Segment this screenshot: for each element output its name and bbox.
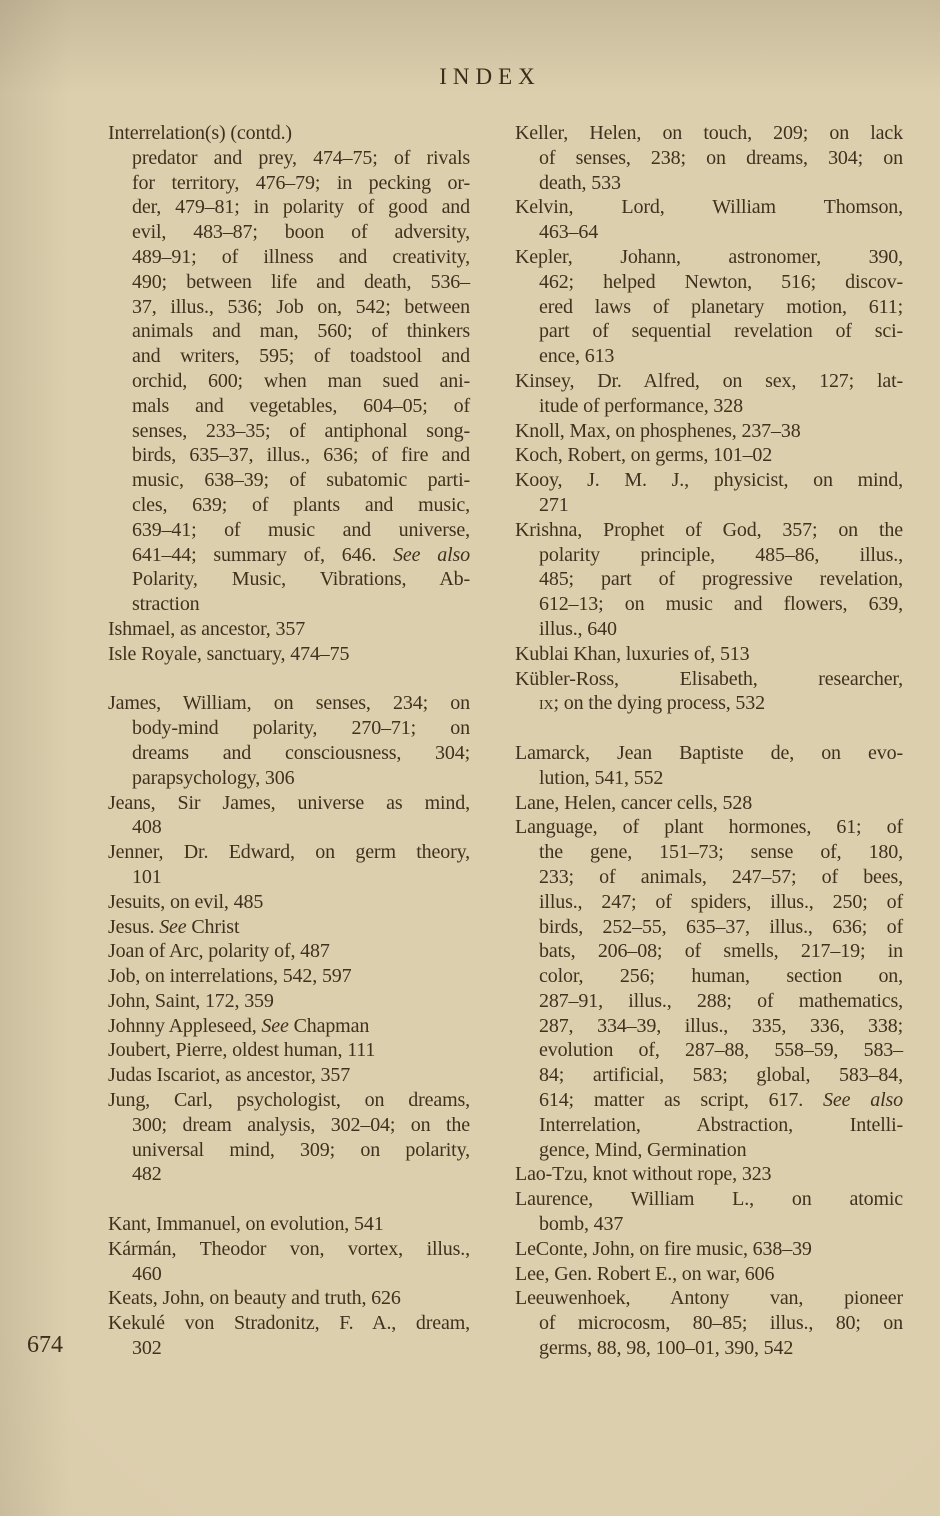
index-entry (515, 195, 903, 245)
index-column-left (108, 121, 470, 1361)
index-line: evolution of, 287–88, 558–59, 583– (539, 1039, 903, 1062)
index-line: 463–64 (539, 221, 599, 244)
index-line: of microcosm, 80–85; illus., 80; on (539, 1312, 903, 1335)
index-line: Kelvin, Lord, William Thomson, (515, 196, 903, 219)
index-line: bats, 206–08; of smells, 217–19; in (539, 940, 903, 963)
index-line: ix; on the dying process, 532 (539, 692, 765, 715)
index-line: Kinsey, Dr. Alfred, on sex, 127; lat- (515, 369, 903, 392)
index-line: bomb, 437 (539, 1213, 624, 1236)
index-line: LeConte, John, on fire music, 638–39 (515, 1237, 812, 1260)
index-line: Job, on interrelations, 542, 597 (108, 965, 352, 988)
index-entry (515, 1286, 903, 1360)
index-line: illus., 247; of spiders, illus., 250; of (539, 890, 903, 913)
index-entry (108, 642, 470, 667)
index-line: Johnny Appleseed, See Chapman (108, 1014, 370, 1037)
index-line: Kublai Khan, luxuries of, 513 (515, 642, 750, 665)
index-line: polarity principle, 485–86, illus., (539, 543, 903, 566)
index-entry (108, 1038, 470, 1063)
index-line: the gene, 151–73; sense of, 180, (539, 841, 903, 864)
index-line: 482 (132, 1163, 162, 1186)
index-line: Jesus. See Christ (108, 915, 240, 938)
index-line: birds, 635–37, illus., 636; of fire and (132, 444, 470, 467)
index-entry (515, 815, 903, 1162)
index-line: Keats, John, on beauty and truth, 626 (108, 1287, 401, 1310)
index-line: Jung, Carl, psychologist, on dreams, (108, 1089, 470, 1112)
index-line: 84; artificial, 583; global, 583–84, (539, 1064, 903, 1087)
index-line: music, 638–39; of subatomic parti- (132, 469, 470, 492)
index-line: 490; between life and death, 536– (132, 270, 470, 293)
index-entry (108, 840, 470, 890)
index-line: 460 (132, 1262, 162, 1285)
index-line: mals and vegetables, 604–05; of (132, 394, 470, 417)
index-entry (515, 1187, 903, 1237)
index-line: 37, illus., 536; Job on, 542; between (132, 295, 470, 318)
index-line: Ishmael, as ancestor, 357 (108, 617, 306, 640)
index-line: Jenner, Dr. Edward, on germ theory, (108, 841, 470, 864)
index-line: 408 (132, 816, 162, 839)
index-entry (515, 791, 903, 816)
index-line: 485; part of progressive revelation, (539, 568, 903, 591)
index-line: Lee, Gen. Robert E., on war, 606 (515, 1262, 775, 1285)
index-entry (515, 518, 903, 642)
index-entry (515, 667, 903, 717)
index-line: Kármán, Theodor von, vortex, illus., (108, 1237, 470, 1260)
index-line: Krishna, Prophet of God, 357; on the (515, 518, 903, 541)
index-line: 101 (132, 865, 162, 888)
index-line: 614; matter as script, 617. See also (539, 1089, 903, 1112)
index-line: birds, 252–55, 635–37, illus., 636; of (539, 915, 903, 938)
index-line: James, William, on senses, 234; on (108, 692, 470, 715)
index-entry (515, 121, 903, 195)
index-line: part of sequential revelation of sci- (539, 320, 903, 343)
index-line: 287, 334–39, illus., 335, 336, 338; (539, 1014, 903, 1037)
index-line: death, 533 (539, 171, 621, 194)
index-entry (108, 121, 470, 617)
index-line: cles, 639; of plants and music, (132, 493, 470, 516)
index-entry (108, 791, 470, 841)
index-entry (108, 691, 470, 790)
index-entry (515, 1162, 903, 1187)
index-entry (108, 617, 470, 642)
index-line: Kant, Immanuel, on evolution, 541 (108, 1213, 384, 1236)
index-line: 639–41; of music and universe, (132, 518, 470, 541)
index-line: dreams and consciousness, 304; (132, 741, 470, 764)
index-line: Interrelation, Abstraction, Intelli- (539, 1113, 903, 1136)
index-line: 641–44; summary of, 646. See also (132, 543, 470, 566)
index-line: Lamarck, Jean Baptiste de, on evo- (515, 741, 903, 764)
index-line: for territory, 476–79; in pecking or- (132, 171, 470, 194)
index-line: senses, 233–35; of antiphonal song- (132, 419, 470, 442)
index-line: evil, 483–87; boon of adversity, (132, 221, 470, 244)
index-line: 302 (132, 1337, 162, 1360)
index-line: itude of performance, 328 (539, 394, 743, 417)
index-line: orchid, 600; when man sued ani- (132, 369, 470, 392)
index-entry (108, 939, 470, 964)
index-column-right (515, 121, 903, 1361)
index-line: Knoll, Max, on phosphenes, 237–38 (515, 419, 801, 442)
index-entry (108, 1212, 470, 1237)
index-line: Polarity, Music, Vibrations, Ab- (132, 568, 470, 591)
index-entry (515, 419, 903, 444)
index-line: 233; of animals, 247–57; of bees, (539, 865, 903, 888)
index-line: animals and man, 560; of thinkers (132, 320, 470, 343)
index-entry (108, 964, 470, 989)
index-line: 489–91; of illness and creativity, (132, 245, 470, 268)
index-entry (515, 468, 903, 518)
index-line: Kübler-Ross, Elisabeth, researcher, (515, 667, 903, 690)
index-entry (515, 642, 903, 667)
index-entry (515, 1262, 903, 1287)
index-line: predator and prey, 474–75; of rivals (132, 146, 470, 169)
index-entry (108, 1063, 470, 1088)
index-line: Keller, Helen, on touch, 209; on lack (515, 122, 903, 144)
index-entry (515, 245, 903, 369)
index-line: 300; dream analysis, 302–04; on the (132, 1113, 470, 1136)
index-entry (515, 1237, 903, 1262)
index-entry (108, 1088, 470, 1187)
index-entry (108, 1286, 470, 1311)
index-entry (108, 1237, 470, 1287)
index-entry (108, 1014, 470, 1039)
index-entry (515, 443, 903, 468)
index-line: ered laws of planetary motion, 611; (539, 295, 903, 318)
index-entry (108, 890, 470, 915)
index-line: Kepler, Johann, astronomer, 390, (515, 245, 903, 268)
index-entry (515, 741, 903, 791)
index-columns (108, 121, 903, 1361)
index-line: ence, 613 (539, 345, 615, 368)
index-line: Jesuits, on evil, 485 (108, 890, 264, 913)
index-line: lution, 541, 552 (539, 766, 664, 789)
index-line: 287–91, illus., 288; of mathematics, (539, 989, 903, 1012)
page-heading: INDEX (439, 64, 541, 89)
index-line: body-mind polarity, 270–71; on (132, 717, 470, 740)
index-line: der, 479–81; in polarity of good and (132, 196, 470, 219)
index-line: Isle Royale, sanctuary, 474–75 (108, 642, 350, 665)
index-line: Koch, Robert, on germs, 101–02 (515, 444, 773, 467)
index-line: of senses, 238; on dreams, 304; on (539, 146, 903, 169)
index-line: Laurence, William L., on atomic (515, 1188, 903, 1211)
index-line: Jeans, Sir James, universe as mind, (108, 791, 470, 814)
index-line: 612–13; on music and flowers, 639, (539, 593, 903, 616)
index-line: Leeuwenhoek, Antony van, pioneer (515, 1287, 903, 1310)
index-line: 271 (539, 493, 569, 516)
index-line: Judas Iscariot, as ancestor, 357 (108, 1064, 351, 1087)
index-entry (108, 989, 470, 1014)
index-line: 462; helped Newton, 516; discov- (539, 270, 903, 293)
index-entry (108, 915, 470, 940)
index-line: and writers, 595; of toadstool and (132, 345, 470, 368)
index-line: universal mind, 309; on polarity, (132, 1138, 470, 1161)
page-number: 674 (27, 1332, 63, 1358)
index-line: Lao-Tzu, knot without rope, 323 (515, 1163, 772, 1186)
index-line: Joan of Arc, polarity of, 487 (108, 940, 330, 963)
index-line: illus., 640 (539, 617, 617, 640)
index-line: germs, 88, 98, 100–01, 390, 542 (539, 1337, 794, 1360)
index-line: gence, Mind, Germination (539, 1138, 747, 1161)
index-line: Interrelation(s) (contd.) (108, 122, 292, 144)
index-line: straction (132, 593, 200, 616)
index-line: Lane, Helen, cancer cells, 528 (515, 791, 753, 814)
index-entry (108, 1311, 470, 1361)
index-line: Kekulé von Stradonitz, F. A., dream, (108, 1312, 470, 1335)
index-line: Language, of plant hormones, 61; of (515, 816, 903, 839)
index-line: parapsychology, 306 (132, 766, 295, 789)
index-line: Kooy, J. M. J., physicist, on mind, (515, 469, 903, 492)
index-line: Joubert, Pierre, oldest human, 111 (108, 1039, 376, 1062)
index-entry (515, 369, 903, 419)
index-line: color, 256; human, section on, (539, 965, 903, 988)
index-line: John, Saint, 172, 359 (108, 989, 274, 1012)
